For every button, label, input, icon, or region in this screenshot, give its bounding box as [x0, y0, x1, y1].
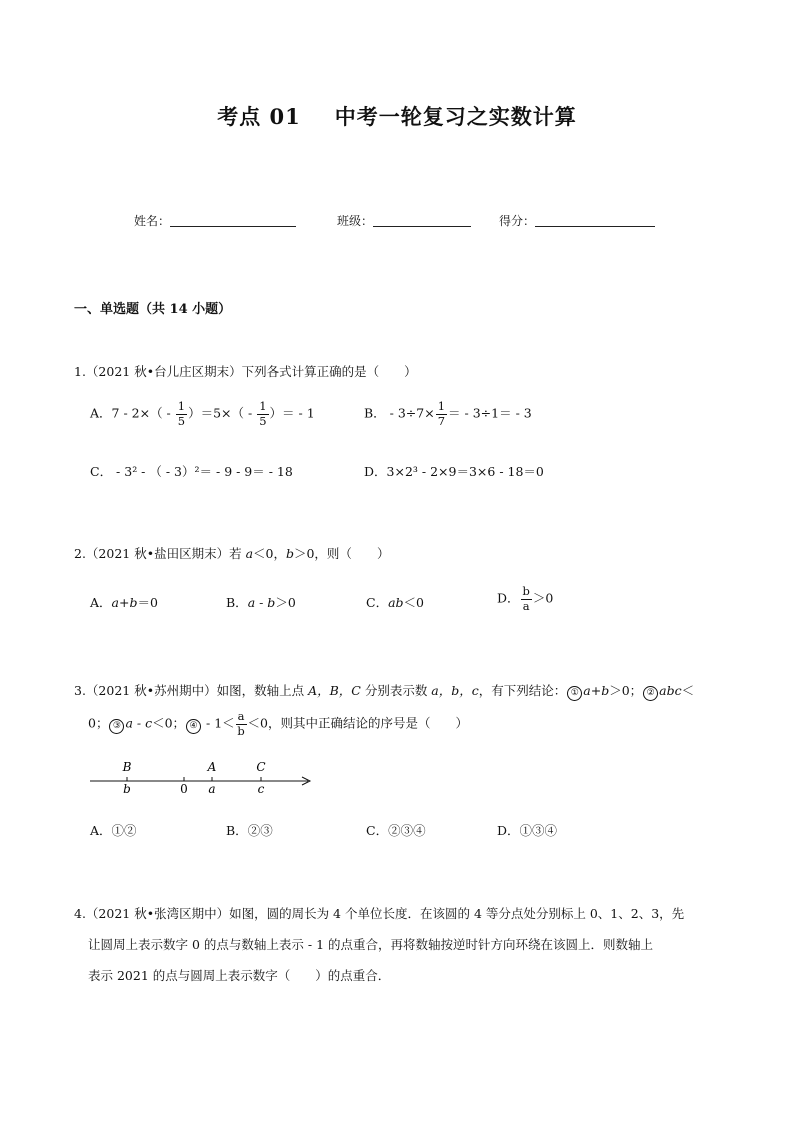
question-1-stem: 1.（2021 秋•台儿庄区期末）下列各式计算正确的是（ ）	[74, 364, 417, 379]
option-text: ②③	[247, 823, 273, 838]
numerator: b	[522, 584, 530, 598]
q3-option-b[interactable]	[226, 821, 273, 839]
conclusion-2-expr: abc	[659, 683, 682, 698]
question-3-stem-line2	[88, 711, 468, 737]
option-expr: a+b	[111, 595, 138, 610]
stem-text: 3.（2021 秋•苏州期中）如图，数轴上点	[74, 683, 309, 698]
q1-option-b[interactable]	[364, 401, 532, 427]
fraction	[176, 401, 187, 427]
option-letter: C．	[366, 595, 389, 610]
q3-option-d[interactable]	[497, 821, 557, 839]
option-text: ②③④	[388, 823, 426, 838]
q1-option-c[interactable]	[90, 462, 293, 480]
class-label: 班级：	[337, 214, 374, 228]
conclusion-3-rel: ＜0；	[152, 715, 186, 731]
denominator: b	[237, 723, 245, 738]
stem-points: A，B，C	[308, 683, 361, 698]
stem-text: ＞0，则（ ）	[293, 546, 390, 561]
option-text: ＝ - 3÷1＝ - 3	[448, 405, 532, 421]
conclusion-1-expr: a+b	[583, 683, 610, 698]
point-label-c-upper: C	[256, 760, 266, 774]
question-4-stem-line2: 让圆周上表示数字 0 的点与数轴上表示 - 1 的点重合，再将数轴按逆时针方向环绕在该圆上．则数轴上	[88, 937, 653, 952]
stem-text: 2.（2021 秋•盐田区期末）若	[74, 546, 246, 561]
name-blank[interactable]	[170, 214, 296, 227]
denominator: a	[522, 598, 530, 613]
class-blank[interactable]	[373, 214, 471, 227]
option-text: ）＝5×（ -	[188, 405, 257, 421]
stem-text: 分别表示数	[360, 683, 432, 698]
option-relation: ＝0	[137, 595, 158, 610]
option-letter: D．	[497, 823, 520, 838]
q2-option-a[interactable]	[90, 593, 158, 611]
conclusion-3-marker: ③	[109, 719, 124, 734]
q2-option-c[interactable]	[366, 593, 424, 611]
point-label-b-lower: b	[123, 782, 131, 796]
title-topic: 中考一轮复习之实数计算	[334, 104, 577, 129]
class-field	[337, 212, 471, 229]
option-text: ）＝ - 1	[269, 405, 315, 421]
conclusion-2-marker: ②	[643, 686, 658, 701]
name-field	[134, 212, 296, 229]
question-2-stem	[74, 544, 389, 562]
question-4-stem-line3: 表示 2021 的点与圆周上表示数字（ ）的点重合．	[88, 968, 391, 983]
q1-option-a[interactable]	[90, 401, 315, 427]
conclusion-4-rel: ＜0，则其中正确结论的序号是（ ）	[247, 715, 468, 731]
numerator: a	[237, 709, 245, 723]
option-text: ①②	[111, 823, 137, 838]
point-label-zero: 0	[180, 782, 188, 796]
variable-a: a	[245, 546, 254, 561]
stem-text: ，有下列结论：	[478, 683, 567, 698]
option-letter: C．	[366, 823, 389, 838]
fraction	[236, 711, 247, 737]
stem-text: 0；	[88, 715, 109, 731]
option-letter: D．	[364, 464, 387, 479]
option-expr: ab	[388, 595, 404, 610]
fraction	[257, 401, 268, 427]
option-letter: B．	[364, 405, 386, 421]
denominator: 7	[437, 413, 446, 428]
question-3-stem-line1	[74, 681, 694, 701]
option-relation: ＞0	[532, 590, 554, 606]
fraction	[436, 401, 447, 427]
fraction	[521, 586, 532, 612]
score-label: 得分：	[499, 214, 536, 228]
numerator: 1	[177, 399, 186, 413]
option-letter: A．	[90, 405, 112, 421]
conclusion-1-rel: ＞0；	[609, 683, 643, 698]
title-code: 考点 01	[217, 104, 301, 129]
q3-option-c[interactable]	[366, 821, 426, 839]
option-text: - 3² - （ - 3）²＝ - 9 - 9＝ - 18	[112, 464, 293, 479]
point-label-c-lower: c	[257, 782, 265, 796]
option-expr: a - b	[247, 595, 276, 610]
question-4-stem-line1: 4.（2021 秋•张湾区期中）如图，圆的周长为 4 个单位长度．在该圆的 4 等分点处分别标上 0、1、2、3，先	[74, 906, 685, 921]
variable-b: b	[285, 546, 294, 561]
point-label-a-upper: A	[207, 760, 217, 774]
denominator: 5	[177, 413, 186, 428]
conclusion-4-pre: - 1＜	[202, 715, 235, 731]
option-letter: C．	[90, 464, 113, 479]
conclusion-2-rel: ＜	[681, 683, 695, 698]
q1-option-d[interactable]	[364, 462, 544, 480]
stem-text: ＜0，	[253, 546, 286, 561]
option-letter: D．	[497, 590, 520, 606]
point-label-b-upper: B	[122, 760, 132, 774]
number-line-figure	[86, 756, 316, 800]
option-text: 7 - 2×（ -	[111, 405, 175, 421]
numerator: 1	[437, 399, 446, 413]
denominator: 5	[259, 413, 267, 428]
option-letter: B．	[226, 595, 248, 610]
option-relation: ＞0	[275, 595, 296, 610]
page-title	[0, 101, 794, 131]
option-text: - 3÷7×	[385, 405, 435, 421]
option-text: ①③④	[519, 823, 558, 838]
stem-vars: a，b，c	[431, 683, 479, 698]
name-label: 姓名：	[134, 214, 171, 228]
q2-option-d[interactable]	[497, 586, 553, 612]
q2-option-b[interactable]	[226, 593, 296, 611]
option-text: 3×2³ - 2×9＝3×6 - 18＝0	[386, 464, 544, 479]
option-letter: A．	[90, 823, 112, 838]
conclusion-4-marker: ④	[186, 719, 201, 734]
conclusion-3-expr: a - c	[125, 715, 153, 731]
numerator: 1	[259, 399, 267, 413]
point-label-a-lower: a	[208, 782, 216, 796]
option-letter: A．	[90, 595, 112, 610]
score-blank[interactable]	[535, 214, 655, 227]
score-field	[499, 212, 655, 229]
section-heading: 一、单选题（共 14 小题）	[74, 302, 232, 317]
conclusion-1-marker: ①	[567, 686, 582, 701]
option-letter: B．	[226, 823, 248, 838]
option-relation: ＜0	[403, 595, 424, 610]
q3-option-a[interactable]	[90, 821, 137, 839]
